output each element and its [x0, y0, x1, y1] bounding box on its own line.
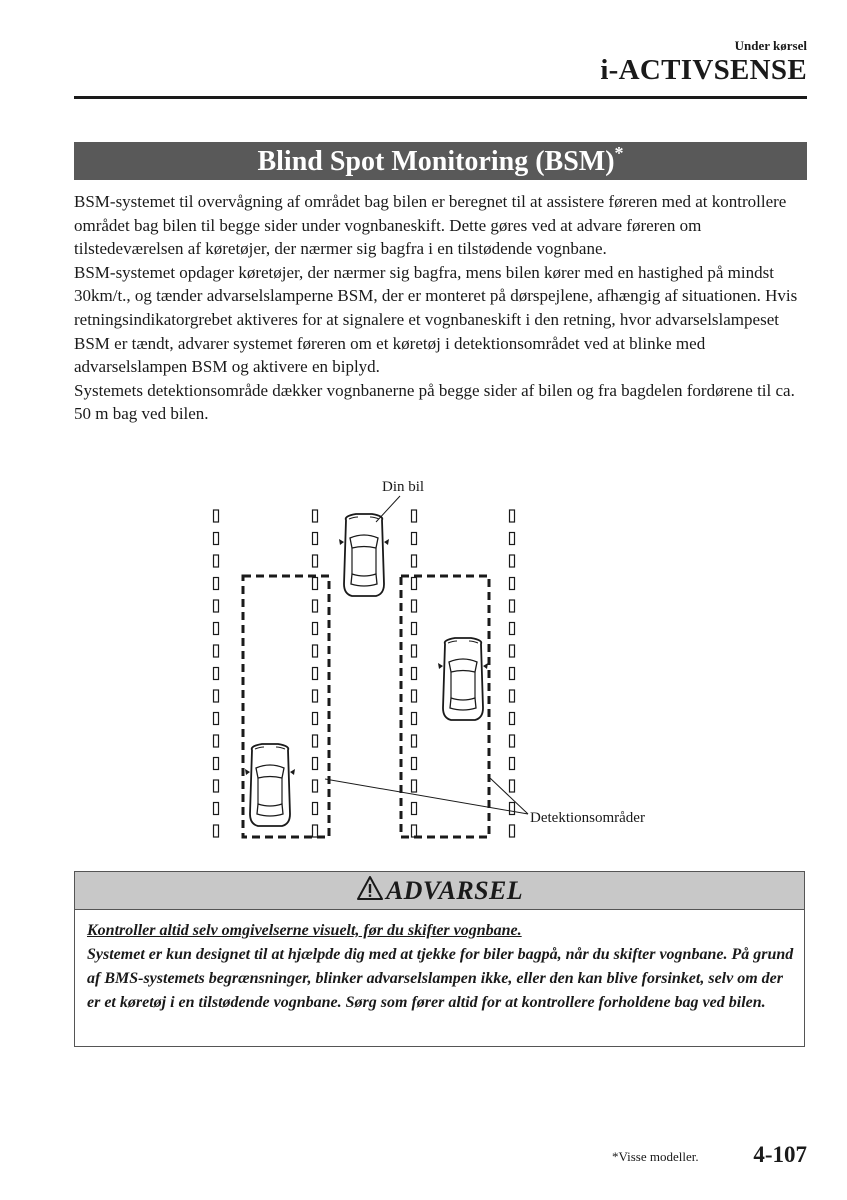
lane-dash — [510, 803, 515, 815]
lane-dash — [412, 578, 417, 590]
lane-dash — [510, 713, 515, 725]
lane-dash — [510, 510, 515, 522]
lane-dash — [510, 690, 515, 702]
lane-dash — [412, 668, 417, 680]
label-detection-zones: Detektionsområder — [530, 810, 645, 826]
lane-dash — [214, 623, 219, 635]
warning-triangle-icon — [356, 875, 384, 906]
lane-dash — [510, 780, 515, 792]
lane-dash — [510, 735, 515, 747]
lane-dash — [313, 758, 318, 770]
lane-dash — [313, 780, 318, 792]
vehicle-left-lane — [245, 744, 295, 826]
lane-dash — [214, 510, 219, 522]
lane-dash — [510, 623, 515, 635]
chapter-title: i-ACTIVSENSE — [600, 54, 807, 86]
leader-detection-left — [325, 779, 528, 814]
lane-dash — [214, 600, 219, 612]
model-marker: * — [614, 143, 624, 163]
section-banner — [74, 142, 807, 180]
lane-dash — [313, 645, 318, 657]
lane-dash — [214, 825, 219, 837]
lane-dash — [412, 803, 417, 815]
lane-dash — [214, 780, 219, 792]
body-paragraph: BSM-systemet til overvågning af området bag bilen er beregnet til at assistere føreren med at kontrollere området bag bilen til begge sider under vognbaneskift. Dette gøres ved at advare føreren om tilstedeværelsen af køretøjer, der nærmer sig bagfra i en tilstødende vognbane. — [74, 192, 787, 259]
lane-dash — [412, 735, 417, 747]
header-rule — [74, 96, 807, 99]
lane-dash — [412, 713, 417, 725]
lane-dash — [412, 533, 417, 545]
banner-title: Blind Spot Monitoring (BSM) — [257, 146, 615, 177]
lane-dash — [214, 668, 219, 680]
lane-dash — [412, 623, 417, 635]
lane-dash — [510, 668, 515, 680]
lane-dash — [313, 600, 318, 612]
lane-dash — [510, 645, 515, 657]
lane-dash — [313, 578, 318, 590]
warning-line-1: Kontroller altid selv omgivelserne visuelt, før du skifter vognbane. — [87, 922, 522, 939]
page-number: 4-107 — [753, 1142, 807, 1167]
footnote: *Visse modeller. — [612, 1149, 699, 1164]
lane-dash — [313, 555, 318, 567]
warning-title: ADVARSEL — [385, 875, 524, 905]
warning-box — [74, 871, 805, 1047]
lane-dash — [313, 803, 318, 815]
lane-dash — [510, 600, 515, 612]
body-paragraph: Systemets detektionsområde dækker vognbanerne på begge sider af bilen og fra bagdelen fordørene til ca. 50 m bag ved bilen. — [74, 380, 795, 424]
lane-dash — [214, 578, 219, 590]
lane-dash — [313, 623, 318, 635]
lane-dash — [313, 825, 318, 837]
lane-dash — [313, 533, 318, 545]
lane-dash — [214, 533, 219, 545]
lane-dash — [412, 645, 417, 657]
lane-dash — [412, 555, 417, 567]
lane-dash — [510, 533, 515, 545]
lane-dash — [313, 735, 318, 747]
lane-dash — [214, 735, 219, 747]
lane-dash — [214, 555, 219, 567]
lane-dash — [313, 713, 318, 725]
leader-own-car — [376, 496, 400, 522]
lane-dash — [510, 758, 515, 770]
lane-dash — [313, 510, 318, 522]
lane-dash — [214, 645, 219, 657]
lane-dash — [412, 825, 417, 837]
lane-dash — [412, 690, 417, 702]
lane-dash — [313, 668, 318, 680]
label-own-car: Din bil — [382, 479, 425, 495]
body-paragraph: BSM-systemet opdager køretøjer, der nærmer sig bagfra, mens bilen kører med en hastighed på mindst 30km/t., og tænder advarselslamperne BSM, der er monteret på dørspejlene, afhængig af situationen. Hvis retningsindikatorgrebet aktiveres for at signalere et vognbaneskift i den retning, hvor advarselslampeset BSM er tændt, advarer systemet føreren om et køretøj i detektionsområdet ved at blinke med advarselslampen BSM og aktivere en biplyd. — [74, 262, 798, 377]
warning-header — [75, 872, 804, 910]
lane-dash — [510, 555, 515, 567]
warning-line-2: Systemet er kun designet til at hjælpde dig med at tjekke for biler bagpå, når du skifter vognbane. På grund af BMS-systemets begrænsninger, blinker advarselslampen ikke, eller den kan blive forsinket, selv om der er et køretøj i en tilstødende vognbane. Sørg som fører altid for at kontrollere forholdene bag ved bilen. — [87, 946, 794, 1011]
lane-dash — [412, 758, 417, 770]
lane-dash — [313, 690, 318, 702]
lane-dash — [412, 600, 417, 612]
lane-dash — [510, 825, 515, 837]
section-label: Under kørsel — [734, 38, 807, 53]
lane-dash — [412, 510, 417, 522]
lane-dash — [214, 690, 219, 702]
own-car — [339, 514, 389, 596]
lane-dash — [214, 758, 219, 770]
lane-dash — [214, 803, 219, 815]
lane-dash — [412, 780, 417, 792]
vehicle-right-lane — [438, 638, 488, 720]
warning-body — [75, 910, 804, 1015]
lane-dash — [510, 578, 515, 590]
lane-dash — [214, 713, 219, 725]
bsm-diagram — [0, 470, 847, 860]
body-text — [74, 190, 810, 426]
